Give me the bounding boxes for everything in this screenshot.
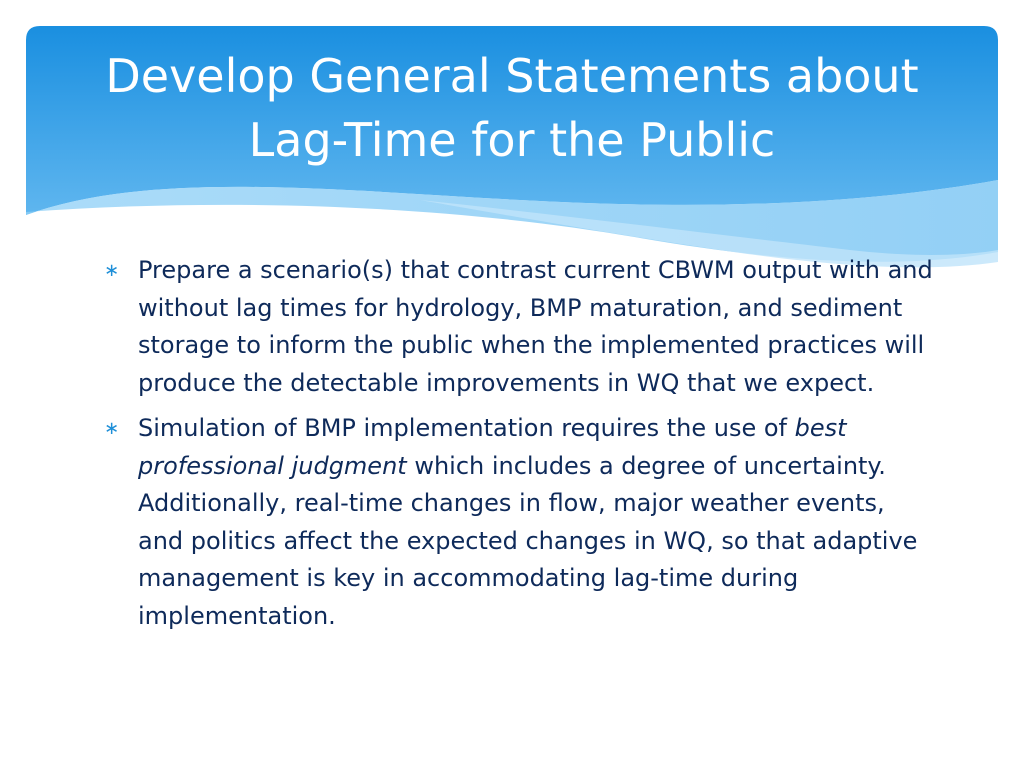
bullet-text-before: Simulation of BMP implementation requires the use of: [138, 414, 795, 442]
asterisk-icon: ∗: [104, 418, 120, 439]
slide-title: [40, 44, 984, 172]
bullet-list: [104, 252, 934, 643]
title-line-1: Develop General Statements about: [105, 49, 919, 103]
asterisk-icon: ∗: [104, 260, 120, 281]
list-item: [104, 410, 934, 635]
title-line-2: Lag-Time for the Public: [248, 113, 776, 167]
list-item: [104, 252, 934, 402]
bullet-text-italic: best professional judgment: [138, 414, 847, 480]
bullet-text-after: which includes a degree of uncertainty. Additionally, real-time changes in flow, major weather events, and politics affect the expected changes in WQ, so that adaptive management is key in accommodating lag-time during implementation.: [138, 451, 918, 630]
bullet-text: Prepare a scenario(s) that contrast current CBWM output with and without lag times for hydrology, BMP maturation, and sediment storage to inform the public when the implemented practices will produce the detectable improvements in WQ that we expect.: [138, 256, 933, 397]
